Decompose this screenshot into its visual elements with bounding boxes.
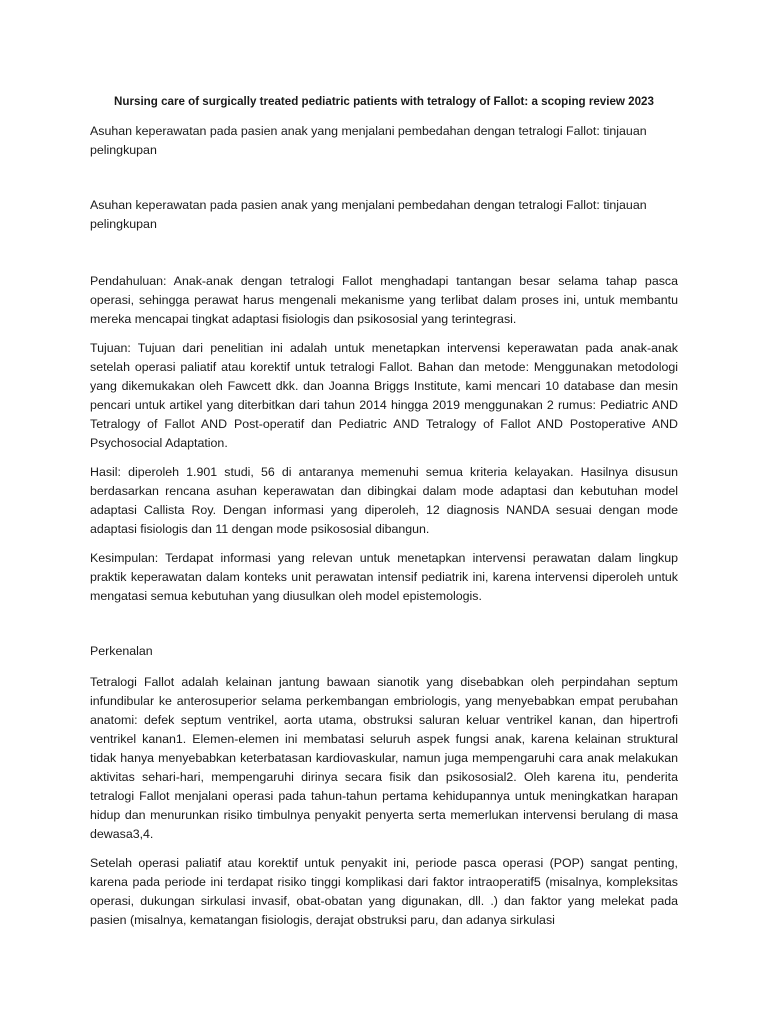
- document-page: [90, 92, 678, 930]
- abstract-hasil: Hasil: diperoleh 1.901 studi, 56 di antaranya memenuhi semua kriteria kelayakan. Hasilnya disusun berdasarkan rencana asuhan keperawatan dan dibingkai dalam mode adaptasi dan kebutuhan model adaptasi Callista Roy. Dengan informasi yang diperoleh, 12 diagnosis NANDA sesuai dengan mode adaptasi fisiologis dan 11 dengan mode psikososial dibangun.: [90, 465, 678, 536]
- subtitle-indonesian-1: Asuhan keperawatan pada pasien anak yang menjalani pembedahan dengan tetralogi Fallot: tinjauan pelingkupan: [90, 124, 647, 157]
- abstract-tujuan: Tujuan: Tujuan dari penelitian ini adalah untuk menetapkan intervensi keperawatan pada anak-anak setelah operasi paliatif atau korektif untuk tetralogi Fallot. Bahan dan metode: Menggunakan metodologi yang dikemukakan oleh Fawcett dkk. dan Joanna Briggs Institute, kami mencari 10 database dan mesin pencari untuk artikel yang diterbitkan dari tahun 2014 hingga 2019 menggunakan 2 rumus: Pediatric AND Tetralogy of Fallot AND Post-operatif dan Pediatric AND Tetralogy of Fallot AND Postoperative AND Psychosocial Adaptation.: [90, 341, 678, 450]
- section-heading-perkenalan: Perkenalan: [90, 644, 153, 658]
- document-title: Nursing care of surgically treated pediatric patients with tetralogy of Fallot: a scoping review 2023: [114, 95, 654, 108]
- abstract-pendahuluan: Pendahuluan: Anak-anak dengan tetralogi Fallot menghadapi tantangan besar selama tahap pasca operasi, sehingga perawat harus mengenali mekanisme yang terlibat dalam proses ini, untuk membantu mereka mencapai tingkat adaptasi fisiologis dan psikososial yang terintegrasi.: [90, 274, 678, 326]
- body-paragraph-1: Tetralogi Fallot adalah kelainan jantung bawaan sianotik yang disebabkan oleh perpindahan septum infundibular ke anterosuperior selama perkembangan embriologis, yang menyebabkan empat perubahan anatomi: defek septum ventrikel, aorta utama, obstruksi saluran keluar ventrikel kanan, dan hipertrofi ventrikel kanan1. Elemen-elemen ini membatasi seluruh aspek fungsi anak, karena kelainan struktural tidak hanya menyebabkan keterbatasan kardiovaskular, namun juga mempengaruhi cara anak melakukan aktivitas sehari-hari, mempengaruhi dirinya secara fisik dan psikososial2. Oleh karena itu, penderita tetralogi Fallot menjalani operasi pada tahun-tahun pertama kehidupannya untuk meningkatkan harapan hidup dan menurunkan risiko timbulnya penyakit penyerta serta memerlukan intervensi berulang di masa dewasa3,4.: [90, 675, 678, 841]
- abstract-kesimpulan: Kesimpulan: Terdapat informasi yang relevan untuk menetapkan intervensi perawatan dalam lingkup praktik keperawatan dalam konteks unit perawatan intensif pediatrik ini, karena intervensi diperoleh untuk mengatasi semua kebutuhan yang diusulkan oleh model epistemologis.: [90, 551, 678, 603]
- subtitle-indonesian-2: Asuhan keperawatan pada pasien anak yang menjalani pembedahan dengan tetralogi Fallot: tinjauan pelingkupan: [90, 198, 647, 231]
- body-paragraph-2: Setelah operasi paliatif atau korektif untuk penyakit ini, periode pasca operasi (POP) sangat penting, karena pada periode ini terdapat risiko tinggi komplikasi dari faktor intraoperatif5 (misalnya, kompleksitas operasi, dukungan sirkulasi invasif, obat-obatan yang digunakan, dll. .) dan faktor yang melekat pada pasien (misalnya, kematangan fisiologis, derajat obstruksi paru, dan adanya sirkulasi: [90, 856, 678, 927]
